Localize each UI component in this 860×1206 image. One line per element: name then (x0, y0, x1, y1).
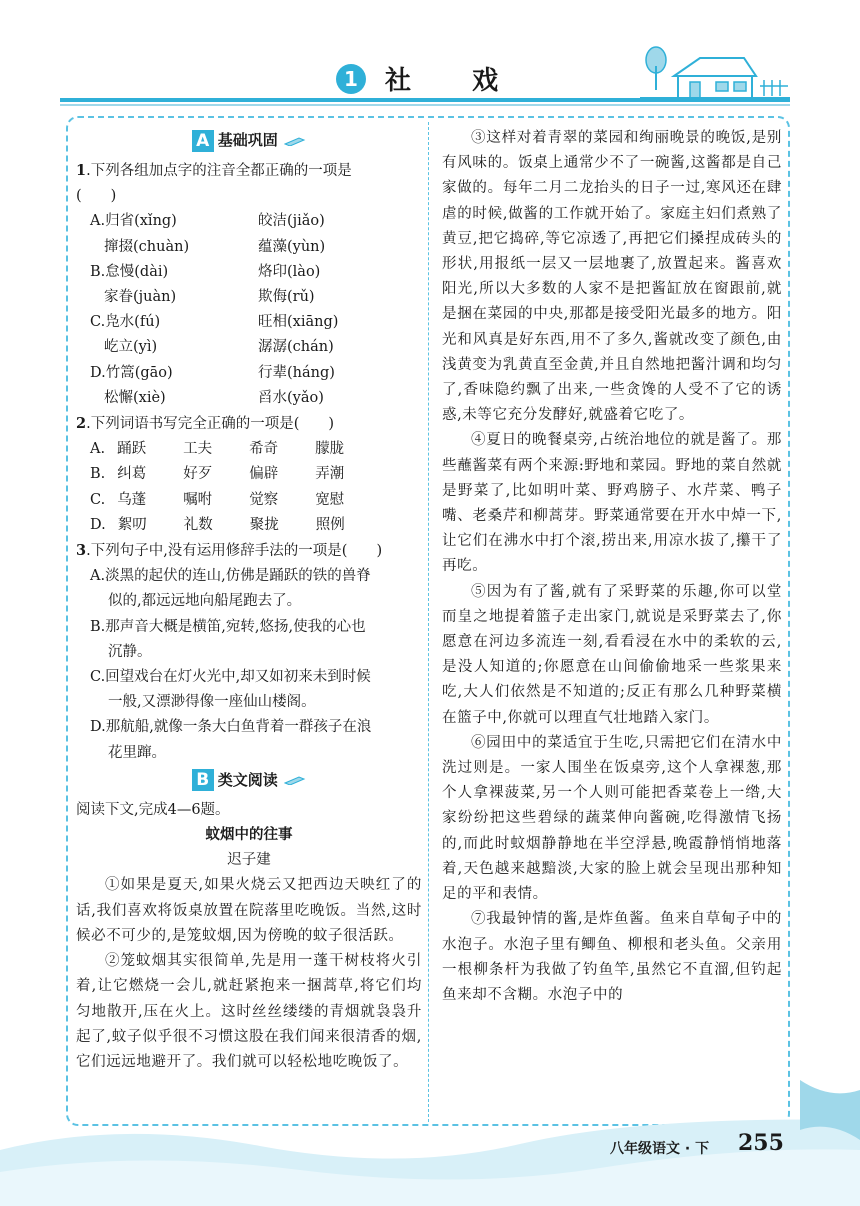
option-word: 撺掇(chuàn) (104, 238, 190, 255)
pencil-icon (284, 136, 306, 146)
q2-option-d (76, 513, 422, 538)
q1-number: 1 (76, 162, 87, 179)
q3-option-a-cont: 似的,都远远地向船尾跑去了。 (108, 593, 302, 610)
option-label: A. (90, 213, 106, 230)
option-word: 希奇 (249, 441, 279, 458)
section-b-letter: B (192, 769, 214, 791)
paragraph-6: ⑥园田中的菜适宜于生吃,只需把它们在清水中洗过则是。一家人围坐在饭桌旁,这个人拿裸葱,那个人拿裸菠菜,另一个人则可能把香菜卷上一绺,大家纷纷把这些碧绿的蔬菜伸向酱碗,吃得激情飞扬的,而此时蚊烟静静地在半空浮悬,晚霞静悄悄地落着,天色越来越黯淡,大家的脸上就会呈现出那种知足的平和表情。 (442, 734, 782, 903)
house-illustration-icon (640, 46, 790, 104)
section-b-title: 类文阅读 (217, 770, 278, 789)
option-word: 凫水(fú) (105, 314, 161, 331)
q1-option-b-row2 (76, 285, 422, 310)
left-column (76, 126, 422, 1075)
option-word: 皎洁(jiǎo) (258, 213, 325, 230)
section-b-heading (76, 768, 422, 794)
paragraph-1: ①如果是夏天,如果火烧云又把西边天映红了的话,我们喜欢将饭桌放置在院落里吃晚饭。当然,这时候必不可少的,是笼蚊烟,因为傍晚的蚊子很活跃。 (76, 877, 422, 944)
option-word: 舀水(yǎo) (258, 389, 324, 406)
option-word: 怠慢(dài) (105, 263, 169, 280)
paragraph-2: ②笼蚊烟其实很简单,先是用一蓬干树枝将火引着,让它燃烧一会儿,就赶紧抱来一捆蒿草,将它们均匀地散开,压在火上。这时丝丝缕缕的青烟就袅袅升起了,蚊子似乎很不习惯这股在我们闻来很清香的烟,它们远远地避开了。我们就可以轻松地吃晚饭了。 (76, 953, 422, 1070)
q1-option-c-label (76, 310, 258, 335)
option-label: D. (90, 364, 106, 381)
column-divider (428, 122, 429, 1122)
option-word: 行辈(háng) (258, 364, 335, 381)
lesson-number-badge: 1 (336, 64, 366, 94)
section-a-letter: A (192, 130, 214, 152)
option-word: 工夫 (183, 441, 213, 458)
option-word: 烙印(lào) (258, 263, 321, 280)
option-word: 旺相(xiāng) (258, 314, 339, 331)
question-2 (76, 411, 422, 538)
article-author: 迟子建 (227, 852, 271, 869)
q2-stem: .下列词语书写完全正确的一项是( ) (86, 416, 335, 433)
q2-option-a (76, 437, 422, 462)
q1-option-c-row2 (76, 335, 422, 360)
q2-option-b (76, 462, 422, 487)
q1-option-a-label (76, 209, 258, 234)
lesson-title: 社 戏 (385, 66, 525, 96)
option-word: 偏辟 (249, 466, 279, 483)
paragraph-7: ⑦我最钟情的酱,是炸鱼酱。鱼来自草甸子中的水泡子。水泡子里有鲫鱼、柳根和老头鱼。父亲用一根柳条杆为我做了钓鱼竿,虽然它不直溜,但钓起鱼来却不含糊。水泡子中的 (442, 911, 782, 1003)
q1-option-d-row1 (76, 361, 422, 386)
q1-option-a-row1 (76, 209, 422, 234)
wave-decoration-icon (0, 1080, 860, 1206)
paragraph-3: ③这样对着青翠的菜园和绚丽晚景的晚饭,是别有风味的。饭桌上通常少不了一碗酱,这酱都是自己家做的。每年二月二龙抬头的日子一过,寒风还在肆虐的时候,做酱的工作就开始了。家庭主妇们煮熟了黄豆,把它捣碎,等它凉透了,再把它们搡捏成砖头的形状,用报纸一层又一层地裹了,放置起来。酱喜欢阳光,所以大多数的人家不是把酱缸放在窗跟前,就是捆在菜园的中央,那都是接受阳光最多的地方。阳光和风真是好东西,用不了多久,酱就改变了颜色,由浅黄变为乳黄直至金黄,并且自然地把酱汁调和均匀了,香味隐约飘了出来,一些贪馋的人受不了它的诱惑,未等它充分发酵好,就盛着它吃了。 (442, 130, 782, 424)
option-word: 归省(xǐng) (105, 213, 177, 230)
paragraph-5: ⑤因为有了酱,就有了采野菜的乐趣,你可以堂而皇之地提着篮子走出家门,就说是采野菜去了,你愿意在河边多流连一刻,看看浸在水中的柔软的云,是没人知道的;你愿意在山间偷偷地采一些浆果来吃,大人们依然是不知道的;反正有那么几种野菜横在篮子中,你就可以理直气壮地踏入家门。 (442, 583, 782, 726)
section-a-heading (76, 128, 422, 154)
question-1 (76, 158, 422, 411)
pencil-icon (284, 775, 306, 785)
q3-option-c: C.回望戏台在灯火光中,却又如初来未到时候 (90, 669, 371, 686)
q1-stem: .下列各组加点字的注音全都正确的一项是 (86, 163, 352, 179)
option-word: 纠葛 (117, 466, 147, 483)
option-word: 屹立(yì) (104, 339, 158, 356)
question-3 (76, 538, 422, 766)
q3-option-b-cont: 沉静。 (108, 643, 152, 660)
paragraph-4: ④夏日的晚餐桌旁,占统治地位的就是酱了。那些蘸酱菜有两个来源:野地和菜园。野地的菜自然就是野菜了,比如明叶菜、野鸡膀子、水芹菜、鸭子嘴、老桑芹和柳蒿芽。野菜通常要在开水中焯一下,让它们在沸水中打个滚,捞出来,用凉水拔了,攥干了再吃。 (442, 432, 782, 575)
q1-answer-blank: ( ) (76, 188, 117, 205)
page-number: 255 (738, 1130, 784, 1156)
option-word: 好歹 (183, 466, 213, 483)
option-label: B. (90, 466, 106, 483)
option-word: 宽慰 (315, 491, 345, 508)
option-word: 蕴藻(yùn) (258, 238, 326, 255)
q1-option-b-label (76, 260, 258, 285)
q1-option-b-row1 (76, 260, 422, 285)
option-word: 竹篙(gāo) (105, 364, 173, 381)
article-title: 蚊烟中的往事 (205, 827, 293, 844)
option-word: 踊跃 (117, 441, 147, 458)
option-word: 嘱咐 (183, 491, 213, 508)
q3-number: 3 (76, 542, 87, 560)
option-word: 觉察 (249, 491, 279, 508)
option-word: 乌蓬 (117, 491, 147, 508)
option-word: 礼数 (183, 516, 213, 533)
q3-stem: .下列句子中,没有运用修辞手法的一项是( ) (86, 543, 383, 560)
q3-option-a: A.淡黑的起伏的连山,仿佛是踊跃的铁的兽脊 (90, 568, 371, 585)
reading-intro: 阅读下文,完成4—6题。 (76, 801, 230, 818)
option-label: C. (90, 491, 106, 508)
q1-option-a-row2 (76, 235, 422, 260)
option-word: 潺潺(chán) (258, 339, 334, 356)
option-word: 絮叨 (117, 516, 147, 533)
q1-option-c-row1 (76, 310, 422, 335)
option-word: 照例 (315, 516, 345, 533)
option-word: 朦胧 (315, 441, 345, 458)
option-word: 欺侮(rǔ) (258, 289, 315, 306)
option-word: 聚拢 (249, 516, 279, 533)
right-column (442, 126, 782, 1008)
q2-option-c (76, 488, 422, 513)
option-label: D. (90, 516, 106, 533)
option-word: 弄潮 (315, 466, 345, 483)
q2-number: 2 (76, 415, 87, 433)
section-a-title: 基础巩固 (217, 131, 278, 149)
q3-option-b: B.那声音大概是横笛,宛转,悠扬,使我的心也 (90, 618, 366, 635)
q1-option-d-row2 (76, 386, 422, 411)
option-word: 家眷(juàn) (104, 289, 177, 306)
option-label: B. (90, 263, 106, 280)
option-label: C. (90, 314, 106, 331)
option-label: A. (90, 441, 106, 458)
q3-option-d: D.那航船,就像一条大白鱼背着一群孩子在浪 (90, 719, 372, 736)
option-word: 松懈(xiè) (104, 389, 166, 406)
book-label: 八年级语文 · 下 (610, 1141, 710, 1157)
q3-option-d-cont: 花里蹿。 (108, 744, 166, 761)
q1-option-d-label (76, 361, 258, 386)
q3-option-c-cont: 一般,又漂渺得像一座仙山楼阁。 (108, 694, 316, 711)
header-stripe-thin (60, 104, 790, 106)
